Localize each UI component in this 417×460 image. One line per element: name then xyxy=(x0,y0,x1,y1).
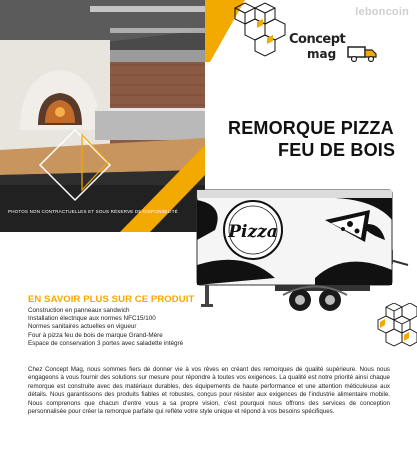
list-item: Espace de conservation 3 portes avec saladette intégré xyxy=(28,339,184,347)
section-heading: EN SAVOIR PLUS SUR CE PRODUIT xyxy=(28,294,195,305)
logo-line1: Concept xyxy=(289,32,346,47)
photo-caption: PHOTOS NON CONTRACTUELLES ET SOUS RÉSERVE DE DISPONIBILITÉ xyxy=(8,209,178,214)
logo-line2: mag xyxy=(307,47,337,61)
watermark: leboncoin xyxy=(355,6,409,18)
trailer-brand-text: Pizza xyxy=(228,222,278,242)
concept-mag-logo xyxy=(286,30,381,72)
product-description: Chez Concept Mag, nous sommes fiers de donner vie à vos rêves en créant des remorques de qualité supérieure. Nous nous engageons à vous fournir des solutions sur mesure pour répondre à toutes vos exigences. La qualité est notre priorité ainsi chaque remorque est construite avec des matériaux durables, des équipements de haute performance et une attention méticuleuse aux détails. Nous garantissons des produits fiables et robustes, conçus pour résister aux exigences de l'industrie alimentaire mobile. Nous comprenons que chacun d'entre vous a sa propre vision, c'est pourquoi nous offrons des services de conception personnalisée pour créer la remorque parfaite qui reflète votre style unique et répond à vos besoins spécifiques. xyxy=(28,366,390,416)
feature-list xyxy=(28,307,183,348)
kitchen-photo xyxy=(0,0,205,232)
page-title-line1: REMORQUE PIZZA xyxy=(228,118,394,138)
list-item: Construction en panneaux sandwich xyxy=(28,307,130,314)
cube-pattern xyxy=(205,0,295,62)
list-item: Four à pizza feu de bois de marque Grand-Mère xyxy=(28,331,163,339)
list-item: Normes sanitaires actuelles en vigueur xyxy=(28,323,137,331)
page-title-line2: FEU DE BOIS xyxy=(278,140,396,160)
truck-icon xyxy=(346,42,380,64)
hexagon-pattern xyxy=(372,303,417,368)
list-item: Installation électrique aux normes NFC15/100 xyxy=(28,315,156,323)
